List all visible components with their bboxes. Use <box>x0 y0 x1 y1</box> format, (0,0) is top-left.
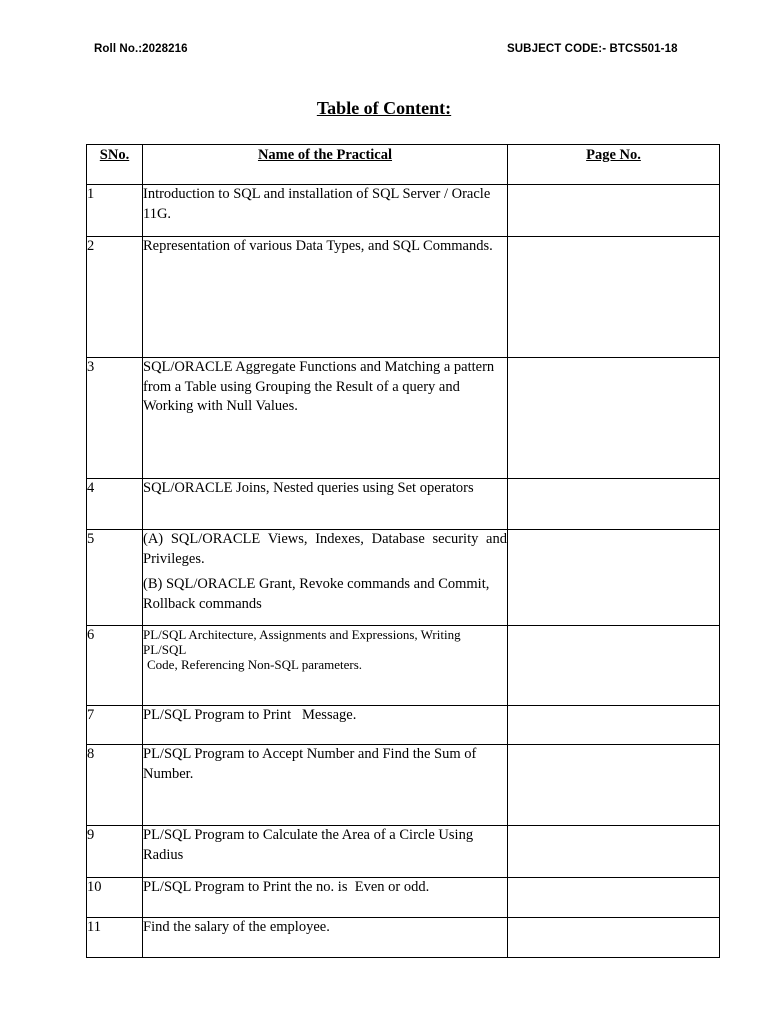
row-sno: 2 <box>87 237 143 358</box>
column-header-name: Name of the Practical <box>143 145 508 185</box>
table-of-contents <box>86 144 720 958</box>
row-practical-name: Introduction to SQL and installation of SQL Server / Oracle 11G. <box>143 185 508 237</box>
page-title: Table of Content: <box>316 98 452 118</box>
row-sno: 8 <box>87 745 143 826</box>
practical-name-part-b: Code, Referencing Non-SQL parameters. <box>147 657 363 672</box>
row-practical-name: PL/SQL Program to Accept Number and Find the Sum of Number. <box>143 745 508 826</box>
table-row <box>87 826 720 878</box>
practical-name-part-a: (A) SQL/ORACLE Views, Indexes, Database security and Privileges. <box>143 531 507 567</box>
row-page-no <box>508 479 720 530</box>
table-row <box>87 185 720 237</box>
table-row <box>87 479 720 530</box>
table-row <box>87 358 720 479</box>
practical-name-part-a: PL/SQL Architecture, Assignments and Expressions, Writing PL/SQL <box>143 627 461 657</box>
row-sno: 5 <box>87 530 143 626</box>
table-row <box>87 706 720 745</box>
row-sno: 7 <box>87 706 143 745</box>
row-page-no <box>508 626 720 706</box>
table-row <box>87 918 720 958</box>
table-header-row <box>87 145 720 185</box>
subject-code: SUBJECT CODE:- BTCS501-18 <box>507 43 678 55</box>
row-page-no <box>508 918 720 958</box>
row-page-no <box>508 185 720 237</box>
row-sno: 11 <box>87 918 143 958</box>
row-page-no <box>508 826 720 878</box>
row-practical-name <box>143 626 508 706</box>
row-practical-name <box>143 530 508 626</box>
row-practical-name: SQL/ORACLE Aggregate Functions and Matching a pattern from a Table using Grouping the Result of a query and Working with Null Values. <box>143 358 508 479</box>
row-sno: 6 <box>87 626 143 706</box>
row-page-no <box>508 706 720 745</box>
column-header-sno: SNo. <box>87 145 143 185</box>
row-practical-name: Find the salary of the employee. <box>143 918 508 958</box>
row-sno: 1 <box>87 185 143 237</box>
row-sno: 4 <box>87 479 143 530</box>
row-practical-name: PL/SQL Program to Calculate the Area of a Circle Using Radius <box>143 826 508 878</box>
table-row <box>87 878 720 918</box>
roll-number: Roll No.:2028216 <box>94 43 188 55</box>
row-practical-name: PL/SQL Program to Print Message. <box>143 706 508 745</box>
row-page-no <box>508 237 720 358</box>
table-row <box>87 237 720 358</box>
row-practical-name: Representation of various Data Types, and SQL Commands. <box>143 237 508 358</box>
row-page-no <box>508 878 720 918</box>
row-page-no <box>508 358 720 479</box>
row-sno: 10 <box>87 878 143 918</box>
row-page-no <box>508 530 720 626</box>
row-sno: 3 <box>87 358 143 479</box>
table-row <box>87 745 720 826</box>
column-header-page: Page No. <box>508 145 720 185</box>
table-row <box>87 626 720 706</box>
row-practical-name: PL/SQL Program to Print the no. is Even or odd. <box>143 878 508 918</box>
row-sno: 9 <box>87 826 143 878</box>
table-row <box>87 530 720 626</box>
row-practical-name: SQL/ORACLE Joins, Nested queries using Set operators <box>143 479 508 530</box>
practical-name-part-b: (B) SQL/ORACLE Grant, Revoke commands and Commit, Rollback commands <box>143 576 490 612</box>
row-page-no <box>508 745 720 826</box>
